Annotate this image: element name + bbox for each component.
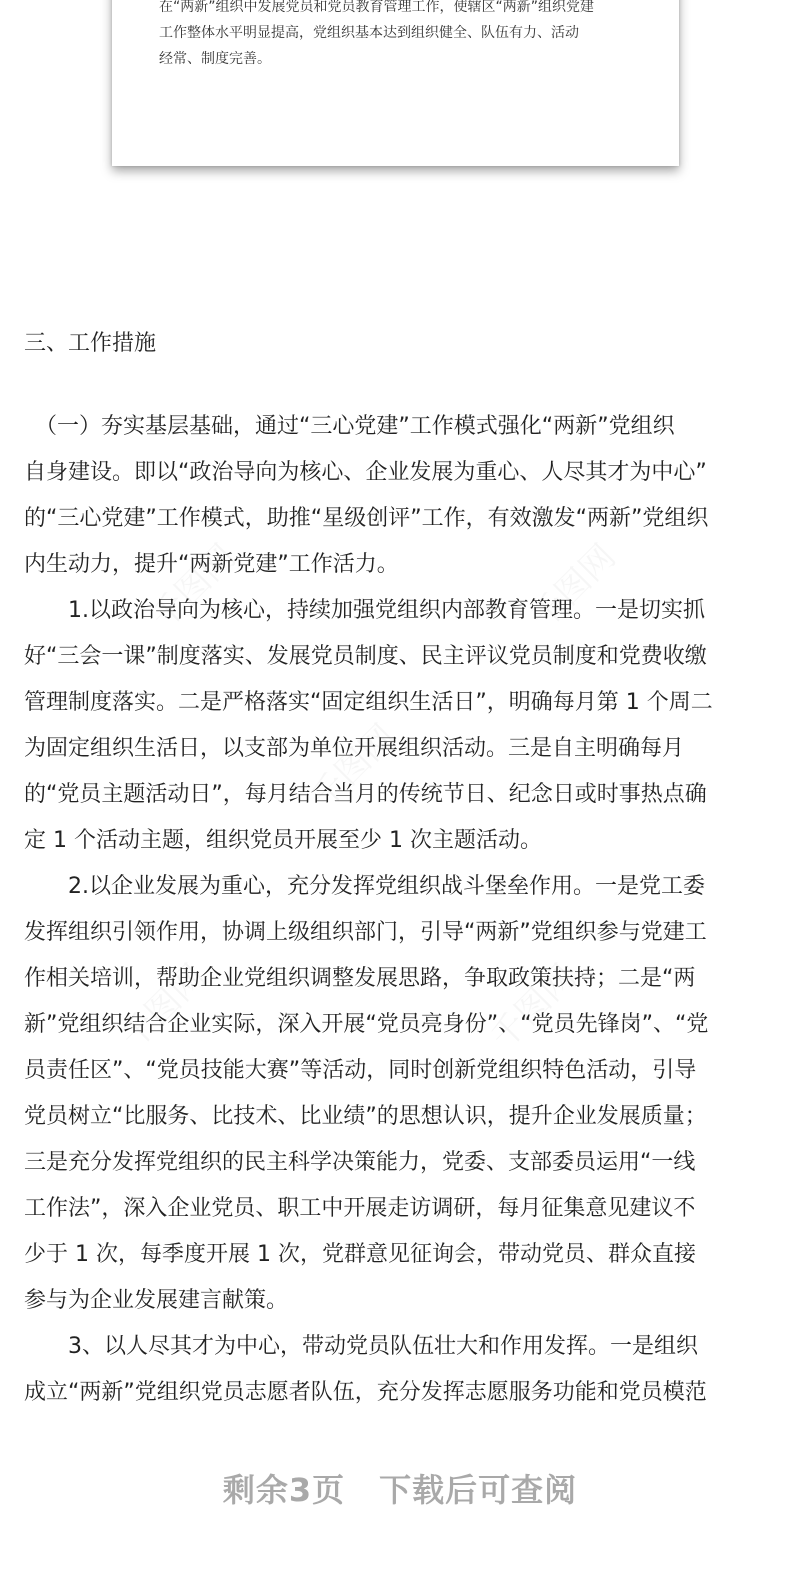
preview-line: 在“两新”组织中发展党员和党员教育管理工作，使辖区“两新”组织党建 <box>159 0 595 15</box>
remaining-pages-label: 剩余3页 <box>222 1471 346 1509</box>
preview-line: 工作整体水平明显提高，党组织基本达到组织健全、队伍有力、活动 <box>159 25 579 41</box>
document-page-preview <box>112 0 679 166</box>
document-body <box>24 404 784 1416</box>
body-line: 的“三心党建”工作模式，助推“星级创评”工作，有效激发“两新”党组织 <box>24 506 709 531</box>
body-line: 1.以政治导向为核心，持续加强党组织内部教育管理。一是切实抓 <box>24 598 705 623</box>
body-line: （一）夯实基层基础，通过“三心党建”工作模式强化“两新”党组织 <box>24 414 675 439</box>
preview-line: 经常、制度完善。 <box>159 51 271 67</box>
body-line: 的“党员主题活动日”，每月结合当月的传统节日、纪念日或时事热点确 <box>24 782 707 807</box>
body-line: 党员树立“比服务、比技术、比业绩”的思想认识，提升企业发展质量； <box>24 1104 707 1129</box>
body-line: 三是充分发挥党组织的民主科学决策能力，党委、支部委员运用“一线 <box>24 1150 696 1175</box>
body-line: 工作法”，深入企业党员、职工中开展走访调研，每月征集意见建议不 <box>24 1196 696 1221</box>
body-line: 成立“两新”党组织党员志愿者队伍，充分发挥志愿服务功能和党员模范 <box>24 1380 707 1405</box>
body-line: 管理制度落实。二是严格落实“固定组织生活日”，明确每月第 1 个周二 <box>24 690 713 715</box>
body-line: 内生动力，提升“两新党建”工作活力。 <box>24 552 399 577</box>
body-line: 新”党组织结合企业实际，深入开展“党员亮身份”、“党员先锋岗”、“党 <box>24 1012 709 1037</box>
body-line: 自身建设。即以“政治导向为核心、企业发展为重心、人尽其才为中心” <box>24 460 707 485</box>
body-line: 3、以人尽其才为中心，带动党员队伍壮大和作用发挥。一是组织 <box>24 1334 698 1359</box>
body-line: 2.以企业发展为重心，充分发挥党组织战斗堡垒作用。一是党工委 <box>24 874 705 899</box>
body-line: 少于 1 次，每季度开展 1 次，党群意见征询会，带动党员、群众直接 <box>24 1242 696 1267</box>
body-line: 发挥组织引领作用，协调上级组织部门，引导“两新”党组织参与党建工 <box>24 920 707 945</box>
preview-text <box>159 0 649 72</box>
body-line: 作相关培训，帮助企业党组织调整发展思路，争取政策扶持；二是“两 <box>24 966 696 991</box>
body-line: 为固定组织生活日，以支部为单位开展组织活动。三是自主明确每月 <box>24 736 685 761</box>
body-line: 好“三会一课”制度落实、发展党员制度、民主评议党员制度和党费收缴 <box>24 644 707 669</box>
body-line: 员责任区”、“党员技能大赛”等活动，同时创新党组织特色活动，引导 <box>24 1058 697 1083</box>
download-to-view-banner[interactable] <box>0 1462 800 1518</box>
body-line: 定 1 个活动主题，组织党员开展至少 1 次主题活动。 <box>24 828 542 853</box>
body-line: 参与为企业发展建言献策。 <box>24 1288 289 1313</box>
download-action-label: 下载后可查阅 <box>379 1471 578 1509</box>
section-heading: 三、工作措施 <box>24 331 157 356</box>
